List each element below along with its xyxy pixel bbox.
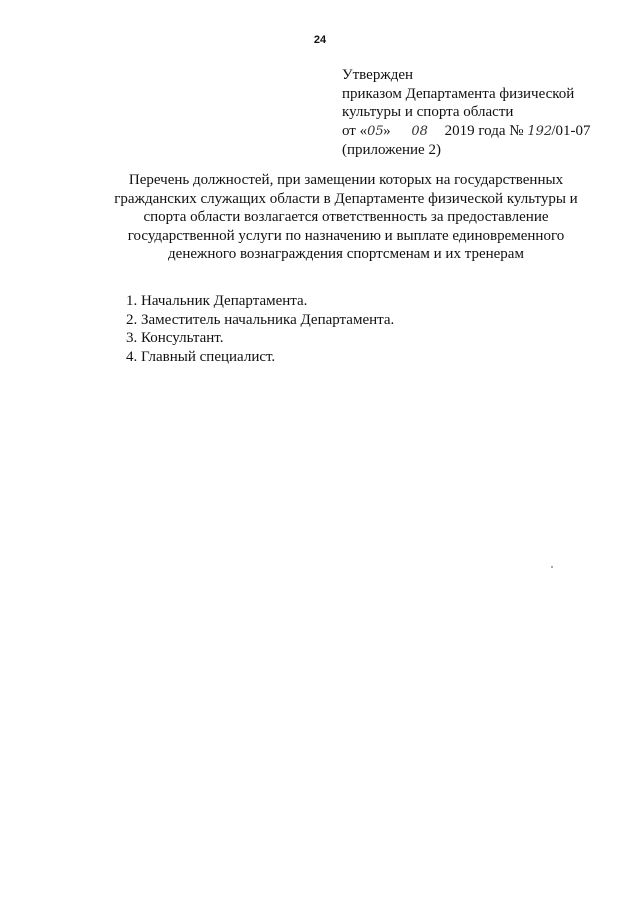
- scan-speck: [551, 566, 553, 568]
- handwritten-month: 08: [411, 123, 428, 139]
- list-item: 1. Начальник Департамента.: [126, 293, 308, 309]
- list-item: 4. Главный специалист.: [126, 348, 276, 365]
- approval-order-line: приказом Департамента физической: [342, 85, 575, 102]
- appendix-note: (приложение 2): [342, 142, 441, 158]
- approval-heading: Утвержден: [342, 67, 414, 83]
- order-suffix: /01-07: [551, 122, 591, 139]
- date-close-quote: »: [383, 122, 391, 139]
- document-title: [96, 171, 596, 264]
- handwritten-order-number: 192: [527, 123, 553, 139]
- title-line: государственной услуги по назначению и выплате единовременного: [127, 227, 565, 244]
- page-number: 24: [313, 34, 327, 46]
- handwritten-day: 05: [367, 123, 384, 139]
- title-line: гражданских служащих области в Департаменте физической культуры и: [114, 190, 578, 207]
- approval-department-line: культуры и спорта области: [342, 104, 514, 120]
- list-item: 3. Консультант.: [126, 330, 224, 346]
- approval-date-line: [342, 122, 590, 142]
- title-line: денежного вознаграждения спортсменам и их тренерам: [168, 246, 524, 263]
- list-item: 2. Заместитель начальника Департамента.: [126, 311, 395, 328]
- positions-list: [126, 292, 394, 366]
- date-year: 2019 года №: [444, 122, 524, 139]
- title-line: спорта области возлагается ответственность за предоставление: [143, 209, 549, 226]
- approval-block: [342, 66, 590, 160]
- title-line: Перечень должностей, при замещении которых на государственных: [128, 172, 564, 188]
- date-prefix: от «: [342, 122, 368, 139]
